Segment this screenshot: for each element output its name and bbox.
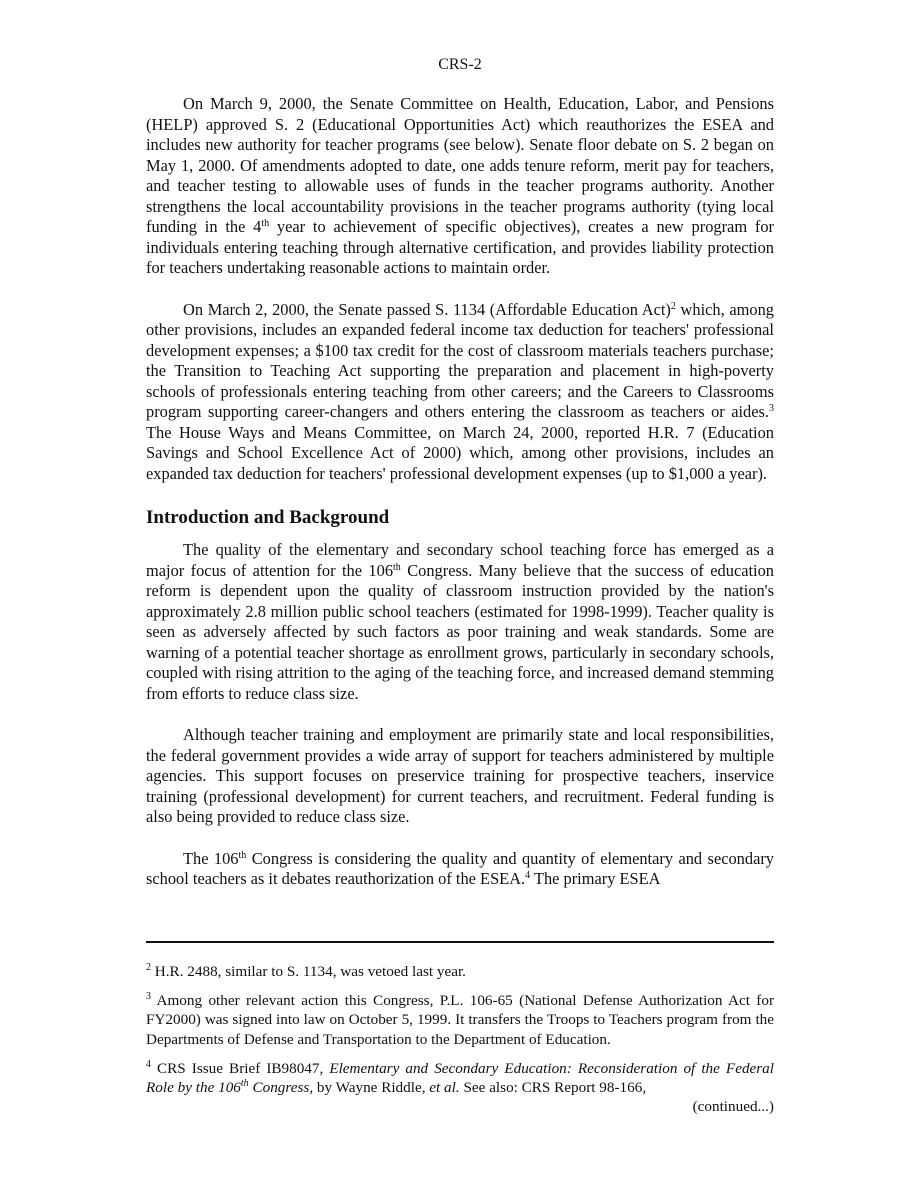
paragraph-106th-congress: The 106th Congress is considering the quality and quantity of elementary and secondary school teachers as it debates reauthorization of the ESEA.$^4$ The primary ESEA (146, 848, 775, 888)
superscript: th (238, 849, 247, 861)
superscript: th (261, 218, 270, 229)
section-heading: Introduction and Background (146, 507, 390, 528)
footnotes (146, 962, 774, 1126)
document-body (146, 94, 774, 890)
paragraph-help-committee: On March 9, 2000, the Senate Committee on Health, Education, Labor, and Pensions (HELP) approved S. 2 (Educational Opportunities Act) which reauthorizes the ESEA and includes new authority for teacher programs (see below). Senate floor debate on S. 2 began on May 1, 2000. Of amendments adopted to date, one adds tenure reform, merit pay for teachers, and teacher testing to allowable uses of funds in the teacher programs authority. Another strengthens the local accountability provisions in the teacher programs authority (tying local funding in the 4th year to achievement of specific objectives), creates a new program for individuals entering teaching through alternative certification, and provides liability protection for teachers undertaking reasonable actions to maintain order. (146, 94, 774, 277)
footnote-4: $^4$ CRS Issue Brief IB98047, Elementary and Secondary Education: Reconsideration of the Federal Role by the 106th Congress, by Wayne Riddle, et al. See also: CRS Report 98-166, (continued...) (146, 1058, 774, 1116)
paragraph-senate-s1134: On March 2, 2000, the Senate passed S. 1134 (Affordable Education Act)$^2$ which, among other provisions, includes an expanded federal income tax deduction for teachers' professional development expenses; a $100 tax credit for the cost of classroom materials teachers purchase; the Transition to Teaching Act supporting the preparation and placement in high-poverty schools of professionals entering teaching from other careers; and the Careers to Classrooms program supporting career-changers and others entering the classroom as teachers or aides.$^3$ The House Ways and Means Committee, on March 24, 2000, reported H.R. 7 (Education Savings and School Excellence Act of 2000) which, among other provisions, includes an expanded tax deduction for teachers' professional development expenses (up to $1,000 a year). (146, 299, 774, 483)
footnote-ref-4[interactable]: 4 (525, 870, 531, 881)
cited-title: Elementary and Secondary Education: Reconsideration of the Federal Role by the 106th Congress (146, 1059, 774, 1097)
footnote-2: $^2$ H.R. 2488, similar to S. 1134, was vetoed last year. (146, 962, 466, 980)
superscript: th (393, 561, 401, 573)
continued-note: (continued...) (692, 1098, 774, 1116)
footnote-3: $^3$ Among other relevant action this Congress, P.L. 106-65 (National Defense Authorization Act for FY2000) was signed into law on October 5, 1999. It transfers the Troops to Teachers program from the Departments of Defense and Transportation to the Department of Education. (146, 991, 774, 1048)
paragraph-teacher-quality: The quality of the elementary and secondary school teaching force has emerged as a major focus of attention for the 106th Congress. Many believe that the success of education reform is dependent upon the quality of classroom instruction provided by the nation's approximately 2.8 million public school teachers (estimated for 1998-1999). Teacher quality is seen as adversely affected by such factors as poor training and weak standards. Some are warning of a potential teacher shortage as enrollment grows, particularly in secondary schools, coupled with rising attrition to the aging of the teaching force, and increased demand stemming from efforts to reduce class size. (146, 540, 774, 703)
footnote-ref-3[interactable]: 3 (769, 403, 774, 414)
page-number-header: CRS-2 (438, 56, 482, 73)
paragraph-federal-support: Although teacher training and employment are primarily state and local responsibilities, the federal government provides a wide array of support for teachers administered by multiple agencies. This support focuses on preservice training for prospective teachers, inservice training (professional development) for current teachers, and recruitment. Federal funding is also being provided to reduce class size. (146, 725, 774, 826)
footnote-separator (146, 941, 774, 943)
footnote-ref-2[interactable]: 2 (670, 300, 676, 312)
